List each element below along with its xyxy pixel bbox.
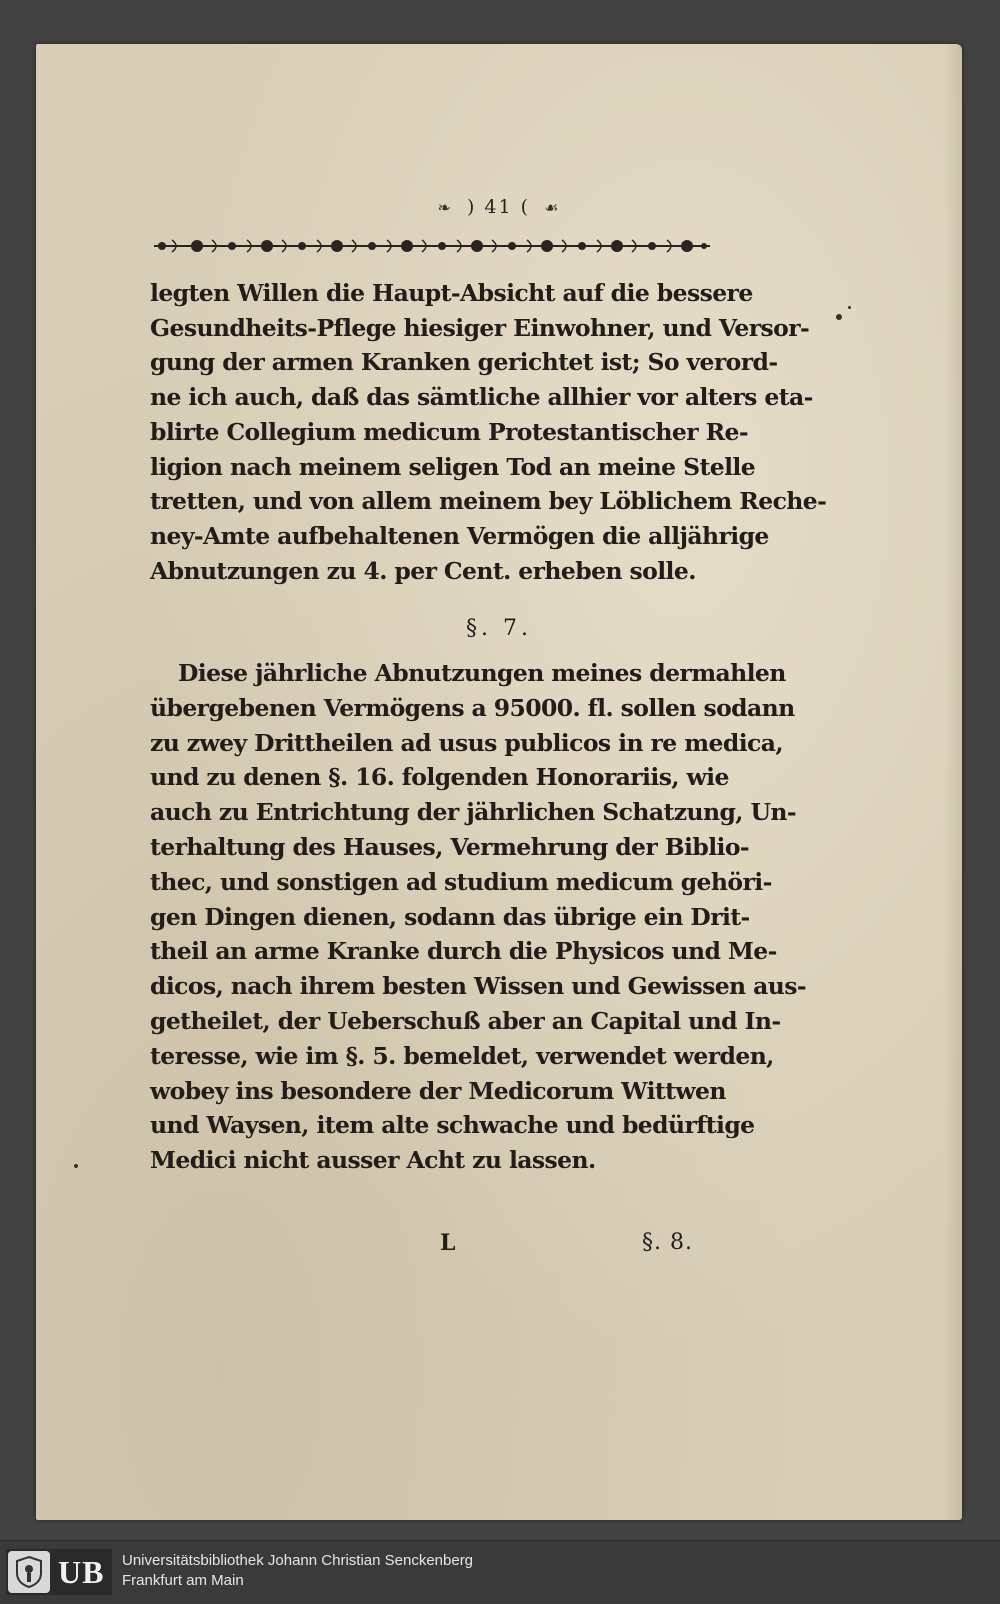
text-line: theil an arme Kranke durch die Physicos und Me- [150, 937, 777, 966]
text-line: übergebenen Vermögens a 95000. fl. sollen sodann [150, 693, 795, 722]
text-line: gen Dingen dienen, sodann das übrige ein Drit- [150, 902, 750, 931]
paragraph-1 [150, 276, 827, 588]
crest-icon [8, 1551, 50, 1593]
text-line: legten Willen die Haupt-Absicht auf die bessere [150, 279, 753, 307]
decorative-border-icon [152, 236, 712, 256]
text-line: zu zwey Drittheilen ad usus publicos in re medica, [150, 728, 783, 757]
footer-bar [0, 1540, 1000, 1604]
text-line: wobey ins besondere der Medicorum Wittwen [150, 1076, 726, 1105]
logo-text: UB [58, 1553, 105, 1590]
text-line: Medici nicht ausser Acht zu lassen. [150, 1146, 596, 1175]
right-ornament-icon: ☙ [544, 198, 561, 217]
text-line: ligion nach meinem seligen Tod an meine Stelle [150, 452, 756, 481]
page-edge-shadow [944, 44, 962, 1520]
ink-spot [74, 1164, 78, 1168]
section-heading: §. 7. [466, 616, 532, 641]
text-line: tretten, und von allem meinem bey Löblichem Reche- [150, 487, 827, 516]
text-line: Gesundheits-Pflege hiesiger Einwohner, und Versor- [150, 313, 810, 342]
page-header [36, 196, 962, 218]
paragraph-2 [150, 656, 807, 1178]
ink-spot [836, 314, 842, 320]
text-line: getheilet, der Ueberschuß aber an Capital und In- [150, 1006, 781, 1035]
text-line: und zu denen §. 16. folgenden Honorariis, wie [150, 763, 729, 792]
library-logo[interactable] [6, 1549, 112, 1595]
text-line: teresse, wie im §. 5. bemeldet, verwendet werden, [150, 1041, 774, 1070]
catchword: §. 8. [642, 1230, 693, 1255]
text-line: dicos, nach ihrem besten Wissen und Gewissen aus- [150, 972, 807, 1001]
signature-mark: L [440, 1230, 456, 1256]
institution-line-1: Universitätsbibliothek Johann Christian Senckenberg [122, 1552, 474, 1569]
text-line: Diese jährliche Abnutzungen meines dermahlen [178, 659, 786, 687]
text-line: blirte Collegium medicum Protestantischer Re- [150, 417, 749, 446]
page-number: ) 41 ( [466, 196, 531, 218]
institution-line-2: Frankfurt am Main [122, 1572, 244, 1589]
text-line: gung der armen Kranken gerichtet ist; So verord- [150, 348, 778, 377]
text-line: Abnutzungen zu 4. per Cent. erheben solle. [150, 556, 696, 585]
text-line: thec, und sonstigen ad studium medicum gehöri- [150, 867, 772, 896]
institution-name [122, 1551, 473, 1591]
text-line: und Waysen, item alte schwache und bedürftige [150, 1111, 755, 1140]
text-line: ne ich auch, daß das sämtliche allhier vor alters eta- [150, 383, 813, 412]
text-line: terhaltung des Hauses, Vermehrung der Biblio- [150, 832, 750, 861]
text-line: ney-Amte aufbehaltenen Vermögen die alljährige [150, 521, 769, 550]
document-page [36, 44, 962, 1520]
text-line: auch zu Entrichtung der jährlichen Schatzung, Un- [150, 798, 796, 827]
left-ornament-icon: ❧ [437, 198, 453, 217]
ink-spot [848, 306, 851, 309]
